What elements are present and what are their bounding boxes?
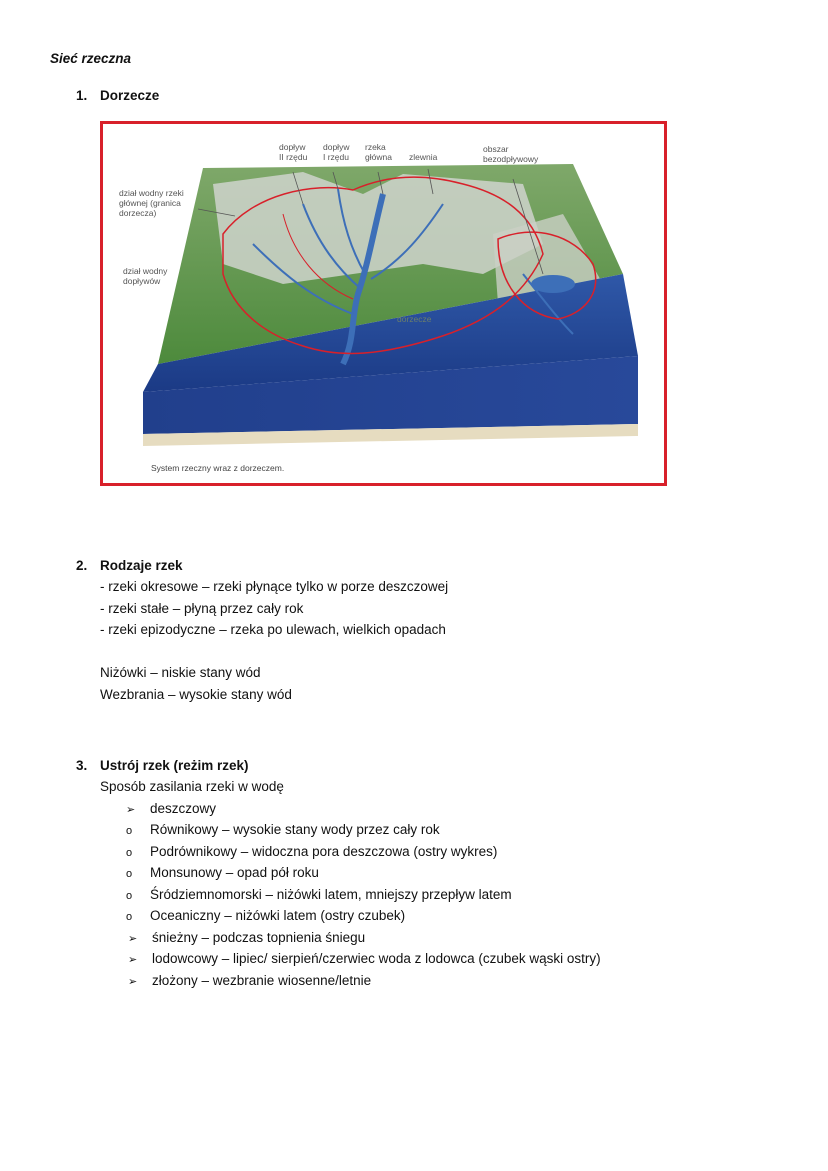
- section-3-heading: [76, 758, 249, 773]
- water-level-line: Niżówki – niskie stany wód: [100, 665, 261, 680]
- section-title: Dorzecze: [100, 88, 160, 103]
- river-basin-figure: [100, 121, 667, 486]
- regime-item: [126, 865, 319, 880]
- regime-item-text: Oceaniczny – niżówki latem (ostry czubek): [150, 908, 406, 923]
- regime-item: [126, 887, 512, 902]
- label-endorheic-area: obszar bezodpływowy: [483, 144, 539, 164]
- label-main-watershed: dział wodny rzeki głównej (granica dorzecza): [119, 188, 184, 218]
- section-title: Rodzaje rzek: [100, 558, 183, 573]
- regime-item-text: deszczowy: [150, 801, 217, 816]
- label-catchment: zlewnia: [409, 152, 438, 162]
- regime-item-text: złożony – wezbranie wiosenne/letnie: [152, 973, 372, 988]
- river-type-line: - rzeki epizodyczne – rzeka po ulewach, wielkich opadach: [100, 622, 446, 637]
- section-number: 1.: [76, 88, 88, 103]
- regime-item-text: Równikowy – wysokie stany wody przez cały rok: [150, 822, 440, 837]
- water-level-line: Wezbrania – wysokie stany wód: [100, 687, 292, 702]
- label-tributary-2nd-order: dopływ II rzędu: [279, 142, 308, 162]
- section-number: 3.: [76, 758, 88, 773]
- section-title: Ustrój rzek (reżim rzek): [100, 758, 249, 773]
- regime-item: [128, 951, 601, 966]
- regime-item: [128, 973, 371, 988]
- circle-bullet-icon: o: [126, 868, 133, 880]
- river-type-line: - rzeki okresowe – rzeki płynące tylko w porze deszczowej: [100, 579, 449, 594]
- regime-item: [126, 801, 216, 816]
- regime-item-text: Śródziemnomorski – niżówki latem, mniejszy przepływ latem: [150, 887, 512, 902]
- label-tributary-watershed: dział wodny dopływów: [123, 266, 168, 286]
- section-number: 2.: [76, 558, 88, 573]
- regime-item: [128, 930, 365, 945]
- regime-item-text: śnieżny – podczas topnienia śniegu: [152, 930, 366, 945]
- arrow-bullet-icon: ➢: [128, 976, 138, 988]
- document-title: Sieć rzeczna: [50, 51, 132, 66]
- arrow-bullet-icon: ➢: [126, 804, 136, 816]
- figure-caption: System rzeczny wraz z dorzeczem.: [151, 463, 285, 473]
- regime-item: [126, 908, 405, 923]
- regime-item-text: lodowcowy – lipiec/ sierpień/czerwiec woda z lodowca (czubek wąski ostry): [152, 951, 601, 966]
- section-2-heading: [76, 558, 183, 573]
- regime-item: [126, 822, 440, 837]
- section-1-heading: [76, 88, 159, 103]
- circle-bullet-icon: o: [126, 911, 133, 923]
- river-basin-illustration: [103, 124, 664, 483]
- arrow-bullet-icon: ➢: [128, 954, 138, 966]
- arrow-bullet-icon: ➢: [128, 933, 138, 945]
- regime-item: [126, 844, 497, 859]
- regime-item-text: Monsunowy – opad pół roku: [150, 865, 319, 880]
- label-basin: dorzecze: [397, 314, 432, 324]
- regime-intro: Sposób zasilania rzeki w wodę: [100, 779, 284, 794]
- regime-item-text: Podrównikowy – widoczna pora deszczowa (ostry wykres): [150, 844, 498, 859]
- circle-bullet-icon: o: [126, 890, 133, 902]
- river-type-line: - rzeki stałe – płyną przez cały rok: [100, 601, 304, 616]
- circle-bullet-icon: o: [126, 825, 133, 837]
- label-tributary-1st-order: dopływ I rzędu: [323, 142, 350, 162]
- circle-bullet-icon: o: [126, 847, 133, 859]
- label-main-river: rzeka główna: [365, 142, 392, 162]
